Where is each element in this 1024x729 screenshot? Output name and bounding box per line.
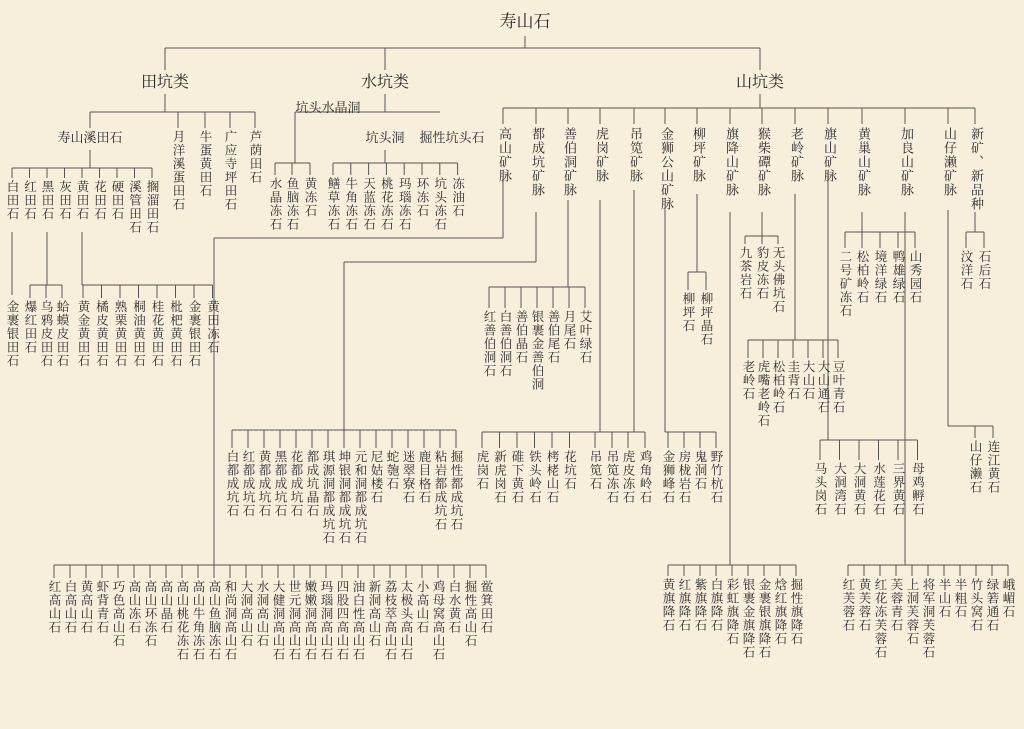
qishan-stone: 大洞湾石 — [832, 462, 848, 516]
mine-vein: 高山矿脉 — [496, 127, 511, 183]
jinshi-stone: 鬼洞石 — [693, 450, 708, 491]
gaoshan-stone: 高山环冻石 — [143, 580, 158, 648]
mine-vein: 加良山矿脉 — [898, 127, 913, 197]
laoling-stone: 松柏岭石 — [771, 360, 786, 414]
shuijing-stone: 黄冻石 — [303, 177, 318, 218]
gaoshan-stone: 世元洞高山石 — [287, 580, 302, 661]
huangchao-stone: 鸭雄绿石 — [891, 250, 906, 304]
xitian-stone: 红田石 — [22, 180, 38, 221]
gaoshan-stone: 高山晶石 — [159, 580, 174, 634]
liuping-stone: 柳坪石 — [681, 292, 696, 333]
ducheng-stone: 琪源洞都成坑石 — [321, 450, 336, 545]
ducheng-stone: 花都成坑石 — [289, 450, 304, 518]
ducheng-stone: 迷翠寮石 — [401, 450, 416, 504]
mine-vein: 旗山矿脉 — [821, 127, 836, 183]
laoling-stone: 豆叶青石 — [831, 360, 846, 414]
huangtian-stone: 黄田冻石 — [205, 300, 221, 354]
jialiang-stone: 红花冻芙蓉石 — [873, 578, 888, 659]
tian-stone: 牛蛋黄田石 — [198, 130, 213, 198]
qishan-stone: 马头岗石 — [813, 462, 828, 516]
xitian-stone: 灰田石 — [57, 180, 73, 221]
shanbo-stone: 红善伯洞石 — [482, 310, 497, 378]
xitian-stone: 花田石 — [92, 180, 108, 221]
shanbo-stone: 善伯晶石 — [514, 310, 529, 364]
jialiang-stone: 上洞芙蓉石 — [905, 578, 920, 646]
shuijing-stone: 鱼脑冻石 — [285, 177, 300, 231]
huangchao-stone: 二号矿冻石 — [838, 250, 853, 318]
branch-xitian: 寿山溪田石 — [57, 131, 123, 146]
qijiang-stone: 彩虹旗降石 — [725, 578, 740, 646]
root-title: 寿山石 — [499, 12, 551, 32]
qijiang-stone: 黄旗降石 — [661, 578, 676, 632]
gaoshan-stone: 四股四高山石 — [335, 580, 350, 661]
gaoshan-stone: 鲎箕田石 — [479, 580, 494, 634]
branch-shuijing: 坑头水晶洞 — [295, 101, 361, 116]
gaoshan-stone: 水洞高山石 — [255, 580, 270, 648]
gaoshan-stone: 和尚洞高山石 — [223, 580, 238, 661]
ducheng-stone: 红都成坑石 — [241, 450, 256, 518]
qishan-stone: 母鸡孵石 — [910, 462, 926, 516]
branch-juexing: 掘性坑头石 — [419, 131, 485, 146]
ducheng-stone: 蛇匏石 — [385, 450, 400, 491]
mine-vein: 猴柴磹矿脉 — [755, 127, 770, 197]
gaoshan-stone: 太极头高山石 — [399, 580, 414, 661]
houchai-stone: 无头佛坑石 — [771, 246, 786, 314]
huangchao-stone: 境洋绿石 — [873, 250, 888, 304]
kengtoudong-stone: 桃花冻石 — [379, 177, 395, 231]
mine-vein: 老岭矿脉 — [788, 127, 803, 183]
gaoshan-stone: 鸡母窝高山石 — [431, 580, 446, 661]
hugang-stone: 新虎岗石 — [492, 450, 508, 504]
new-stone: 汶洋石 — [959, 250, 974, 291]
qishan-stone: 水莲花石 — [871, 462, 887, 516]
hugang-stone: 花坑石 — [562, 450, 578, 491]
diaojian-stone: 吊笕石 — [588, 450, 603, 491]
heitian-stone: 爆红田石 — [23, 300, 38, 354]
mine-vein: 吊笕矿脉 — [627, 127, 642, 183]
hugang-stone: 虎岗石 — [475, 450, 490, 491]
huangtian-stone: 桐油黄田石 — [131, 300, 147, 368]
kengtoudong-stone: 玛瑙冻石 — [397, 177, 413, 231]
qijiang-stone: 掘性旗降石 — [789, 578, 804, 646]
jinshi-stone: 野竹杭石 — [709, 450, 724, 504]
gaoshan-stone: 嫩嫩洞高山石 — [303, 580, 318, 661]
gaoshan-stone: 大洞高山石 — [239, 580, 254, 648]
shuijing-stone: 水晶冻石 — [268, 177, 283, 231]
jialiang-stone: 半山石 — [937, 578, 952, 619]
hugang-stone: 铁头岭石 — [527, 450, 543, 504]
huangtian-stone: 熟栗黄田石 — [113, 300, 128, 368]
laoling-stone: 大山通石 — [816, 360, 831, 414]
ducheng-stone: 黄都成坑石 — [257, 450, 272, 518]
ducheng-stone: 坤银洞都成坑石 — [337, 450, 352, 545]
gaoshan-stone: 新洞高山石 — [367, 580, 382, 648]
gaoshan-stone: 掘性高山石 — [463, 580, 478, 648]
shanbo-stone: 艾叶绿石 — [578, 310, 593, 364]
gaoshan-stone: 虾背青石 — [95, 580, 110, 634]
ducheng-stone: 黑都成坑石 — [273, 450, 288, 518]
gaoshan-stone: 高山桃花冻石 — [175, 580, 190, 661]
ducheng-stone: 鹿目格石 — [417, 450, 432, 504]
mine-vein: 金狮公山矿脉 — [658, 127, 673, 211]
jialiang-stone: 将军洞芙蓉石 — [921, 578, 936, 659]
jialiang-stone: 红芙蓉石 — [841, 578, 856, 632]
ducheng-stone: 掘性都成坑石 — [449, 450, 464, 531]
qijiang-stone: 白旗降石 — [709, 578, 724, 632]
huangtian-stone: 橘皮黄田石 — [94, 300, 110, 368]
jialiang-stone: 芙蓉青石 — [889, 578, 904, 632]
tian-stone: 月洋溪蛋田石 — [171, 130, 186, 211]
kengtoudong-stone: 冻油石 — [450, 177, 466, 218]
ducheng-stone: 白都成坑石 — [225, 450, 240, 518]
laoling-stone: 虎嘴老岭石 — [756, 360, 771, 428]
xitian-stone: 黑田石 — [40, 180, 55, 221]
new-stone: 石后石 — [977, 250, 992, 291]
shanzai-stone: 连江黄石 — [986, 440, 1001, 494]
ducheng-stone: 元和洞都成坑石 — [353, 450, 368, 545]
jinshi-stone: 房栊岩石 — [677, 450, 692, 504]
mine-vein: 虎岗矿脉 — [593, 127, 608, 183]
laoling-stone: 大山石 — [801, 360, 816, 401]
huangchao-stone: 松柏岭石 — [855, 250, 870, 304]
mine-vein: 善伯洞矿脉 — [561, 127, 576, 197]
mine-vein: 新矿、新品种 — [968, 127, 983, 211]
branch-kengtoudong: 坑头洞 — [365, 131, 405, 146]
xitian-stone: 黄田石 — [75, 180, 90, 221]
gaoshan-stone: 小高山石 — [415, 580, 430, 634]
gaoshan-stone: 荔枝萃高山石 — [383, 580, 398, 661]
jialiang-stone: 峨嵋石 — [1001, 578, 1016, 619]
gaoshan-stone: 油白性高山石 — [351, 580, 366, 661]
jinshi-stone: 金狮峰石 — [661, 450, 676, 504]
gaoshan-stone: 大健洞高山石 — [271, 580, 286, 661]
xitian-stone: 白田石 — [5, 180, 20, 221]
qishan-stone: 三界黄石 — [891, 462, 906, 516]
qijiang-stone: 银裹金旗降石 — [741, 578, 756, 659]
gaoshan-stone: 黄高山石 — [79, 580, 94, 634]
huangtian-stone: 桂花黄田石 — [150, 300, 165, 368]
gaoshan-stone: 巧色高山石 — [111, 580, 126, 648]
gaoshan-stone: 高山鱼脑冻石 — [207, 580, 222, 661]
qijiang-stone: 焓红旗降石 — [773, 578, 788, 646]
huangtian-stone: 金裹银田石 — [187, 300, 202, 368]
ducheng-stone: 尼姑楼石 — [369, 450, 384, 504]
liuping-stone: 柳坪晶石 — [699, 292, 714, 346]
qijiang-stone: 紫旗降石 — [693, 578, 708, 632]
houchai-stone: 九茶岩石 — [738, 246, 753, 300]
ducheng-stone: 都成坑晶石 — [305, 450, 320, 518]
kengtoudong-stone: 鳝草冻石 — [326, 177, 341, 231]
gaoshan-stone: 红高山石 — [47, 580, 62, 634]
mine-vein: 都成坑矿脉 — [529, 127, 544, 197]
qijiang-stone: 红旗降石 — [677, 578, 692, 632]
laoling-stone: 圭背石 — [786, 360, 801, 401]
tian-stone: 广应寺坪田石 — [223, 130, 238, 211]
kengtoudong-stone: 牛角冻石 — [343, 177, 359, 231]
mine-vein: 山仔濑矿脉 — [941, 127, 956, 197]
houchai-stone: 豹皮冻石 — [755, 246, 770, 300]
laoling-stone: 老岭石 — [741, 360, 756, 401]
xitian-stone: 溪管田石 — [127, 180, 143, 234]
mine-vein: 黄巢山矿脉 — [855, 127, 870, 197]
huangtian-stone: 枇杷黄田石 — [168, 300, 184, 368]
huangchao-stone: 山秀园石 — [908, 250, 923, 304]
gaoshan-stone: 高山牛角冻石 — [191, 580, 206, 661]
heitian-stone: 蛤蟆皮田石 — [55, 300, 70, 368]
gaoshan-stone: 高山冻石 — [127, 580, 142, 634]
kengtoudong-stone: 坑头冻石 — [432, 177, 448, 231]
category-title: 田坑类 — [141, 72, 190, 91]
baitian-stone: 金裹银田石 — [5, 300, 20, 368]
xitian-stone: 硬田石 — [110, 180, 125, 221]
jialiang-stone: 黄芙蓉石 — [857, 578, 872, 632]
qishan-stone: 大洞黄石 — [852, 462, 867, 516]
ducheng-stone: 粘岩都成坑石 — [433, 450, 448, 531]
shanbo-stone: 白善伯洞石 — [498, 310, 513, 378]
hugang-stone: 碓下黄石 — [510, 450, 525, 504]
jialiang-stone: 半粗石 — [953, 578, 968, 619]
gaoshan-stone: 白水黄石 — [447, 580, 462, 634]
category-title: 山坑类 — [736, 72, 785, 91]
diaojian-stone: 鸡角岭石 — [638, 450, 653, 504]
shanzai-stone: 山仔濑石 — [968, 440, 983, 494]
gaoshan-stone: 白高山石 — [63, 580, 78, 634]
hugang-stone: 栲栳山石 — [545, 450, 560, 504]
jialiang-stone: 绿箬通石 — [985, 578, 1000, 632]
xitian-stone: 搁溜田石 — [145, 180, 160, 234]
diaojian-stone: 虎皮冻石 — [621, 450, 636, 504]
shanbo-stone: 银裹金善伯洞 — [530, 310, 545, 391]
mine-vein: 旗降山矿脉 — [723, 127, 738, 197]
gaoshan-stone: 玛瑙洞高山石 — [319, 580, 334, 661]
category-title: 水坑类 — [361, 72, 410, 91]
qijiang-stone: 金裹银旗降石 — [757, 578, 772, 659]
diaojian-stone: 吊笕冻石 — [605, 450, 620, 504]
kengtoudong-stone: 天蓝冻石 — [361, 177, 377, 231]
mine-vein: 柳坪矿脉 — [690, 127, 705, 183]
huangtian-stone: 黄金黄田石 — [76, 300, 91, 368]
shanbo-stone: 善伯尾石 — [546, 310, 561, 364]
heitian-stone: 乌鸦皮田石 — [39, 300, 54, 368]
jialiang-stone: 竹头窝石 — [969, 578, 984, 632]
kengtoudong-stone: 环冻石 — [415, 177, 430, 218]
tian-stone: 芦荫田石 — [248, 130, 263, 184]
shanbo-stone: 月尾石 — [562, 310, 577, 351]
